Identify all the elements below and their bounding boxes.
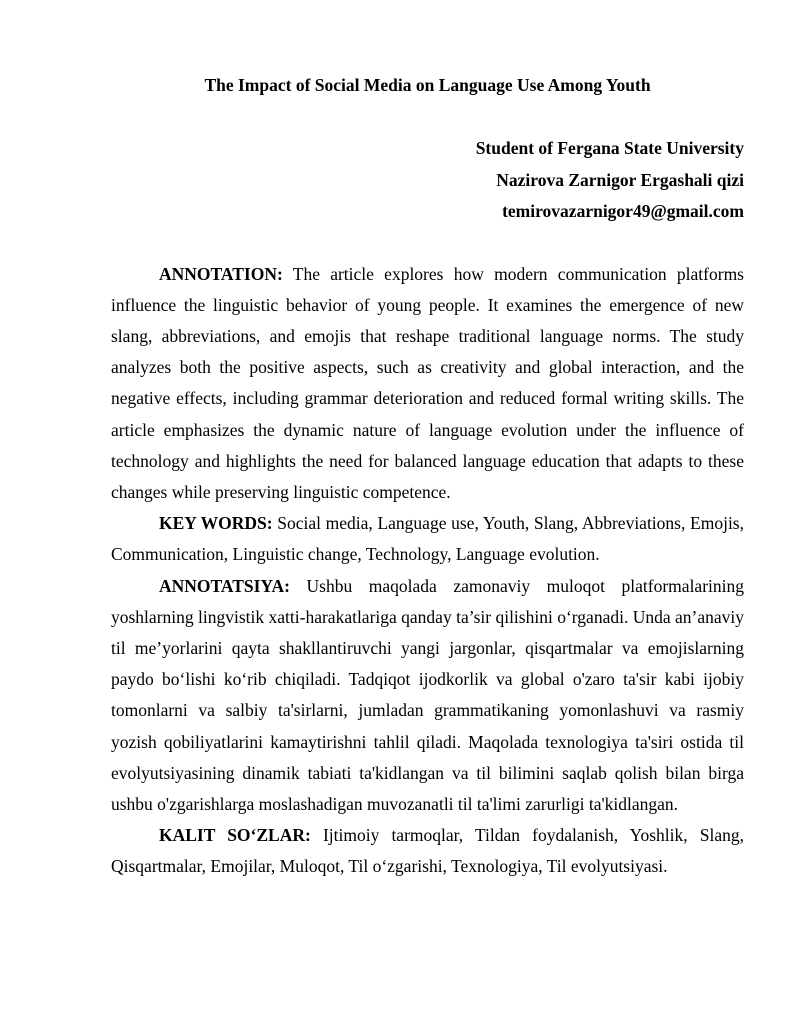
annotation-paragraph: [111, 259, 744, 509]
keywords-text: Social media, Language use, Youth, Slang, Abbreviations, Emojis, Communication, Linguistic change, Technology, Language evolution.: [111, 513, 744, 565]
abstract-body: [111, 259, 744, 883]
annotatsiya-label: ANNOTATSIYA:: [159, 575, 290, 596]
annotatsiya-paragraph: [111, 571, 744, 821]
author-affiliation: Student of Fergana State University: [475, 138, 744, 158]
author-block: [111, 133, 744, 228]
keywords-label: KEY WORDS:: [159, 513, 273, 534]
annotation-label: ANNOTATION:: [159, 263, 283, 284]
kalit-sozlar-paragraph: [111, 820, 744, 882]
author-name: Nazirova Zarnigor Ergashali qizi: [496, 169, 744, 190]
keywords-paragraph: [111, 508, 744, 570]
annotatsiya-text: Ushbu maqolada zamonaviy muloqot platformalarining yoshlarning lingvistik xatti-harakatlariga qanday ta’sir qilishini o‘rganadi. Unda an’anaviy til me’yorlarini qayta shakllantiruvchi yangi jargonlar, qisqartmalar va emojislarning paydo bo‘lishi ko‘rib chiqiladi. Tadqiqot ijodkorlik va global o'zaro ta'sir kabi ijobiy tomonlarni va salbiy ta'sirlarni, jumladan grammatikaning yomonlashuvi va rasmiy yozish qobiliyatlarini kamaytirishni tahlil qiladi. Maqolada texnologiya ta'siri ostida til evolyutsiyasining dinamik tabiati ta'kidlangan va til bilimini saqlab qolish bilan birga ushbu o'zgarishlarga moslashadigan muvozanatli til ta'limi zarurligi ta'kidlangan.: [111, 575, 744, 814]
kalit-sozlar-text: Ijtimoiy tarmoqlar, Tildan foydalanish, Yoshlik, Slang, Qisqartmalar, Emojilar, Muloqot, Til o‘zgarishi, Texnologiya, Til evolyutsiyasi.: [111, 825, 744, 877]
annotation-text: The article explores how modern communication platforms influence the linguistic behavior of young people. It examines the emergence of new slang, abbreviations, and emojis that reshape traditional language norms. The study analyzes both the positive aspects, such as creativity and global interaction, and the negative effects, including grammar deterioration and reduced formal writing skills. The article emphasizes the dynamic nature of language evolution under the influence of technology and highlights the need for balanced language education that adapts to these changes while preserving linguistic competence.: [111, 263, 744, 502]
kalit-sozlar-label: KALIT SO‘ZLAR:: [159, 825, 311, 846]
paper-title: The Impact of Social Media on Language Use Among Youth: [204, 75, 651, 95]
author-email: temirovazarnigor49@gmail.com: [502, 201, 744, 221]
document-page: [111, 70, 744, 883]
